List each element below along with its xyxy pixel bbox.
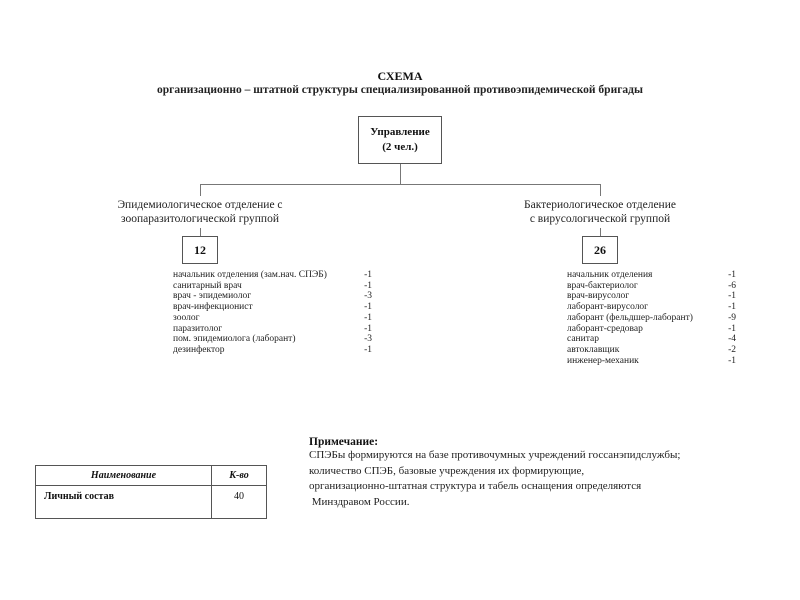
staff-row [173, 334, 372, 345]
summary-table [35, 465, 267, 519]
staff-qty: -1 [364, 344, 372, 355]
staff-qty: -1 [728, 291, 736, 302]
staff-role: санитар [567, 334, 599, 345]
note-line: Минздравом России. [309, 495, 410, 508]
staff-list-epidemiology [173, 270, 372, 356]
staff-row [173, 281, 372, 292]
staff-row [567, 345, 736, 356]
department-title-line: зоопаразитологической группой [121, 213, 279, 225]
staff-role: лаборант (фельдшер-лаборант) [567, 312, 693, 323]
staff-role: врач-бактериолог [567, 280, 638, 291]
connector-horizontal [200, 184, 601, 185]
staff-qty: -1 [364, 312, 372, 323]
note-title: Примечание: [309, 436, 379, 448]
staff-row [567, 302, 736, 313]
management-box [358, 116, 442, 164]
table-row [36, 486, 267, 519]
staff-qty: -4 [728, 334, 736, 345]
page-subtitle: организационно – штатной структуры специализированной противоэпидемической бригады [157, 84, 643, 96]
staff-role: начальник отделения (зам.нач. СПЭБ) [173, 270, 327, 280]
staff-qty: -1 [364, 302, 372, 313]
connector-right-down [600, 184, 601, 196]
staff-qty: -3 [364, 334, 372, 345]
staff-role: врач-вирусолог [567, 291, 630, 302]
management-label: Управление [370, 126, 430, 138]
staff-row [567, 313, 736, 324]
department-title-line: Бактериологическое отделение [524, 199, 676, 211]
staff-row [173, 291, 372, 302]
department-count-box: 12 [182, 236, 218, 264]
staff-row [567, 334, 736, 345]
note-line: количество СПЭБ, базовые учреждения их формирующие, [309, 464, 585, 477]
staff-row [173, 313, 372, 324]
staff-qty: -1 [728, 270, 736, 280]
staff-role: лаборант-вирусолог [567, 302, 649, 313]
staff-role: пом. эпидемиолога (лаборант) [173, 334, 296, 345]
staff-list-bacteriology [567, 270, 736, 366]
management-count: (2 чел.) [382, 141, 418, 153]
department-title-line: Эпидемиологическое отделение с [117, 199, 283, 211]
connector-left-down [200, 184, 201, 196]
connector-mgmt-down [400, 164, 401, 185]
staff-role: зоолог [173, 312, 200, 323]
department-title-bacteriology [480, 198, 720, 226]
staff-qty: -2 [728, 344, 736, 355]
staff-role: автоклавщик [567, 344, 620, 355]
staff-qty: -1 [728, 302, 736, 313]
staff-role: дезинфектор [173, 344, 225, 355]
staff-qty: -6 [728, 280, 736, 291]
summary-table-header [36, 466, 267, 486]
staff-row [173, 324, 372, 335]
header-name: Наименование [36, 466, 212, 486]
staff-qty: -1 [364, 270, 372, 280]
staff-qty: -1 [364, 280, 372, 291]
staff-role: инженер-механик [567, 355, 639, 366]
staff-role: начальник отделения [567, 270, 653, 280]
department-count-box: 26 [582, 236, 618, 264]
note-line: организационно-штатная структура и табель оснащения определяются [309, 480, 642, 492]
staff-row [567, 281, 736, 292]
staff-role: врач-инфекционист [173, 302, 253, 313]
staff-row [567, 270, 736, 281]
staff-qty: -1 [364, 323, 372, 334]
staff-row [567, 324, 736, 335]
connector-left-count [200, 228, 201, 236]
connector-right-count [600, 228, 601, 236]
staff-row [567, 356, 736, 367]
header-qty: К-во [212, 466, 267, 486]
staff-role: лаборант-средовар [567, 323, 643, 334]
staff-qty: -3 [364, 291, 372, 302]
row-name: Личный состав [36, 486, 212, 519]
staff-qty: -9 [728, 312, 736, 323]
staff-role: врач - эпидемиолог [173, 291, 252, 302]
page-title: СХЕМА [377, 69, 423, 83]
note-block [309, 436, 779, 510]
staff-qty: -1 [728, 323, 736, 334]
staff-row [173, 270, 372, 281]
department-title-epidemiology [80, 198, 320, 226]
staff-row [567, 291, 736, 302]
note-line: СПЭБы формируются на базе противочумных учреждений госсанэпидслужбы; [309, 449, 681, 461]
staff-qty: -1 [728, 355, 736, 366]
department-title-line: с вирусологической группой [529, 213, 671, 225]
staff-row [173, 345, 372, 356]
staff-row [173, 302, 372, 313]
staff-role: санитарный врач [173, 280, 242, 291]
row-qty: 40 [212, 486, 267, 519]
staff-role: паразитолог [173, 323, 223, 334]
